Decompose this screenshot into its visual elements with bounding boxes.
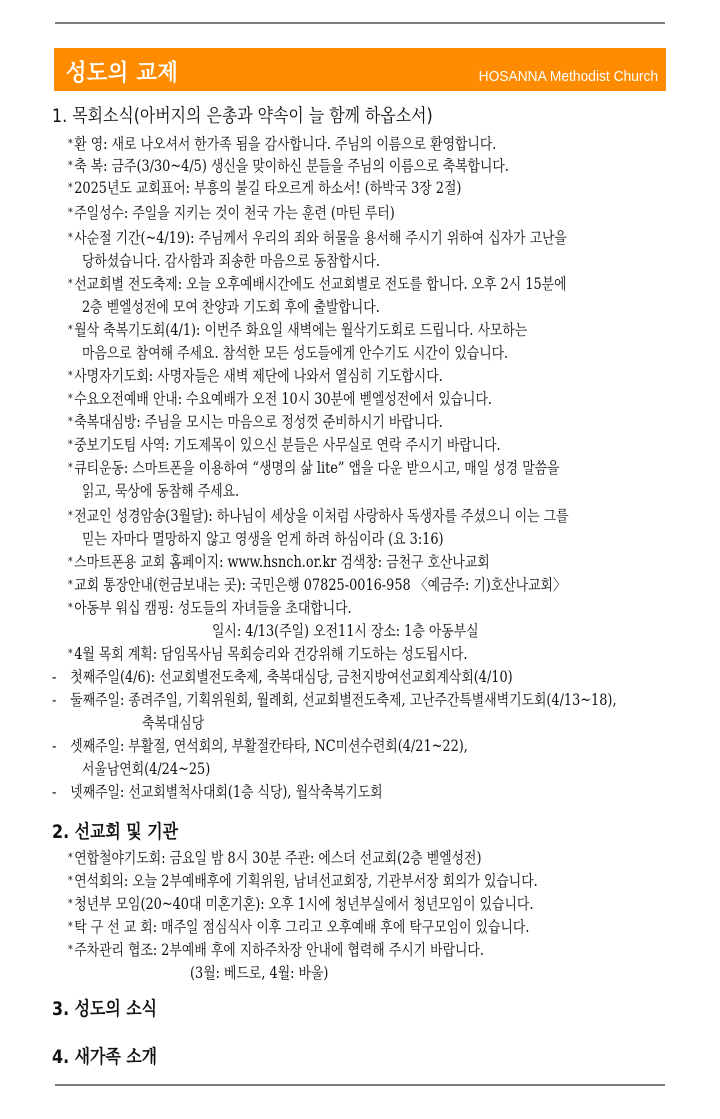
list-item-continuation: 당하셨습니다. 감사함과 죄송한 마음으로 동참합시다. (82, 252, 380, 270)
page-title: 성도의 교제 (66, 60, 179, 86)
section-heading-4: 4. 새가족 소개 (52, 1047, 158, 1068)
list-item: * 주차관리 협조: 2부예배 후에 지하주차장 안내에 협력해 주시기 바랍니다. (68, 941, 484, 959)
list-item: * 축 복: 금주(3/30~4/5) 생신을 맞이하신 분들을 주님의 이름으로 축복합니다. (68, 157, 509, 175)
list-item: * 수요오전예배 안내: 수요예배가 오전 10시 30분에 벧엘성전에서 있습니다. (68, 390, 493, 408)
asterisk-bullet-icon: * (68, 206, 73, 219)
list-item: * 선교회별 전도축제: 오늘 오후예배시간에도 선교회별로 전도를 합니다. 오후 2시 15분에 (68, 275, 567, 293)
list-item: * 축복대심방: 주님을 모시는 마음으로 정성껏 준비하시기 바랍니다. (68, 413, 443, 431)
asterisk-bullet-icon: * (68, 369, 73, 382)
list-item: * 주일성수: 주일을 지키는 것이 천국 가는 훈련 (마틴 루터) (68, 204, 395, 222)
asterisk-bullet-icon: * (68, 874, 73, 887)
list-item-continuation: 믿는 자마다 멸망하지 않고 영생을 얻게 하려 하심이라 (요 3:16) (82, 530, 444, 548)
list-item: * 연석회의: 오늘 2부예배후에 기획위원, 남녀선교회장, 기관부서장 회의가 있습니다. (68, 872, 538, 890)
week-item: - 둘째주일: 종려주일, 기획위원회, 월례회, 선교회별전도축제, 고난주간특별새벽기도회(4/13~18), (52, 691, 617, 709)
asterisk-bullet-icon: * (68, 851, 73, 864)
section-heading-2: 2. 선교회 및 기관 (52, 822, 178, 843)
asterisk-bullet-icon: * (68, 509, 73, 522)
list-item: * 월삭 축복기도회(4/1): 이번주 화요일 새벽에는 월삭기도회로 드립니다. 사모하는 (68, 321, 528, 339)
list-item: * 아동부 워십 캠핑: 성도들의 자녀들을 초대합니다. (68, 599, 352, 617)
list-item: * 중보기도팀 사역: 기도제목이 있으신 분들은 사무실로 연락 주시기 바랍니다. (68, 436, 501, 454)
list-item: * 스마트폰용 교회 홈페이지: www.hsnch.or.kr 검색창: 금천구 호산나교회 (68, 553, 490, 571)
list-item-continuation: 2층 벧엘성전에 모여 찬양과 기도회 후에 출발합니다. (82, 298, 380, 316)
list-item: * 사순절 기간(~4/19): 주님께서 우리의 죄와 허물을 용서해 주시기 위하여 십자가 고난을 (68, 229, 567, 247)
asterisk-bullet-icon: * (68, 231, 73, 244)
list-item-continuation: 마음으로 참여해 주세요. 참석한 모든 성도들에게 안수기도 시간이 있습니다. (82, 344, 509, 362)
section-banner (54, 48, 666, 91)
dash-bullet-icon: - (52, 737, 57, 755)
asterisk-bullet-icon: * (68, 647, 73, 660)
list-item: * 환 영: 새로 나오셔서 한가족 됨을 감사합니다. 주님의 이름으로 환영합니다. (68, 135, 497, 153)
asterisk-bullet-icon: * (68, 555, 73, 568)
week-item-continuation: 서울남연회(4/24~25) (82, 760, 211, 778)
list-item: * 사명자기도회: 사명자들은 새벽 제단에 나와서 열심히 기도합시다. (68, 367, 443, 385)
list-item: * 2025년도 교회표어: 부흥의 불길 타오르게 하소서! (하박국 3장 2절) (68, 179, 462, 197)
asterisk-bullet-icon: * (68, 897, 73, 910)
list-item: * 전교인 성경암송(3월달): 하나님이 세상을 이처럼 사랑하사 독생자를 주셨으니 이는 그를 (68, 507, 569, 525)
list-item: * 연합철야기도회: 금요일 밤 8시 30분 주관: 에스더 선교회(2층 벧엘성전) (68, 849, 482, 867)
asterisk-bullet-icon: * (68, 181, 73, 194)
dash-bullet-icon: - (52, 691, 57, 709)
section-heading-1: 1. 목회소식(아버지의 은총과 약속이 늘 함께 하옵소서) (52, 106, 433, 127)
list-item: * 교회 통장안내(헌금보내는 곳): 국민은행 07825-0016-958 〈예금주: 기)호산나교회〉 (68, 576, 566, 594)
week-item: - 셋째주일: 부활절, 연석회의, 부활절칸타타, NC미션수련회(4/21~22), (52, 737, 468, 755)
church-name: HOSANNA Methodist Church (478, 68, 658, 85)
asterisk-bullet-icon: * (68, 392, 73, 405)
asterisk-bullet-icon: * (68, 159, 73, 172)
dash-bullet-icon: - (52, 668, 57, 686)
list-item: * 탁 구 선 교 회: 매주일 점심식사 이후 그리고 오후예배 후에 탁구모임이 있습니다. (68, 918, 530, 936)
asterisk-bullet-icon: * (68, 277, 73, 290)
week-item: - 넷째주일: 선교회별척사대회(1층 식당), 월삭축복기도회 (52, 783, 383, 801)
bottom-rule (55, 1084, 665, 1086)
list-item-continuation: 일시: 4/13(주일) 오전11시 장소: 1층 아동부실 (212, 622, 479, 640)
asterisk-bullet-icon: * (68, 323, 73, 336)
week-item-continuation: 축복대심당 (142, 714, 205, 732)
asterisk-bullet-icon: * (68, 578, 73, 591)
asterisk-bullet-icon: * (68, 137, 73, 150)
asterisk-bullet-icon: * (68, 415, 73, 428)
asterisk-bullet-icon: * (68, 920, 73, 933)
list-item: * 큐티운동: 스마트폰을 이용하여 “생명의 삶 lite” 앱을 다운 받으시고, 매일 성경 말씀을 (68, 459, 560, 477)
list-item-continuation: (3월: 베드로, 4월: 바울) (190, 964, 329, 982)
list-item-continuation: 읽고, 묵상에 동참해 주세요. (82, 482, 240, 500)
section-heading-3: 3. 성도의 소식 (52, 999, 158, 1020)
asterisk-bullet-icon: * (68, 943, 73, 956)
top-rule (55, 22, 665, 24)
asterisk-bullet-icon: * (68, 461, 73, 474)
week-item: - 첫째주일(4/6): 선교회별전도축제, 축복대심당, 금천지방여선교회계삭회(4/10) (52, 668, 513, 686)
dash-bullet-icon: - (52, 783, 57, 801)
list-item: * 4월 목회 계획: 담임목사님 목회승리와 건강위해 기도하는 성도됩시다. (68, 645, 468, 663)
asterisk-bullet-icon: * (68, 438, 73, 451)
list-item: * 청년부 모임(20~40대 미혼기혼): 오후 1시에 청년부실에서 청년모임이 있습니다. (68, 895, 534, 913)
asterisk-bullet-icon: * (68, 601, 73, 614)
